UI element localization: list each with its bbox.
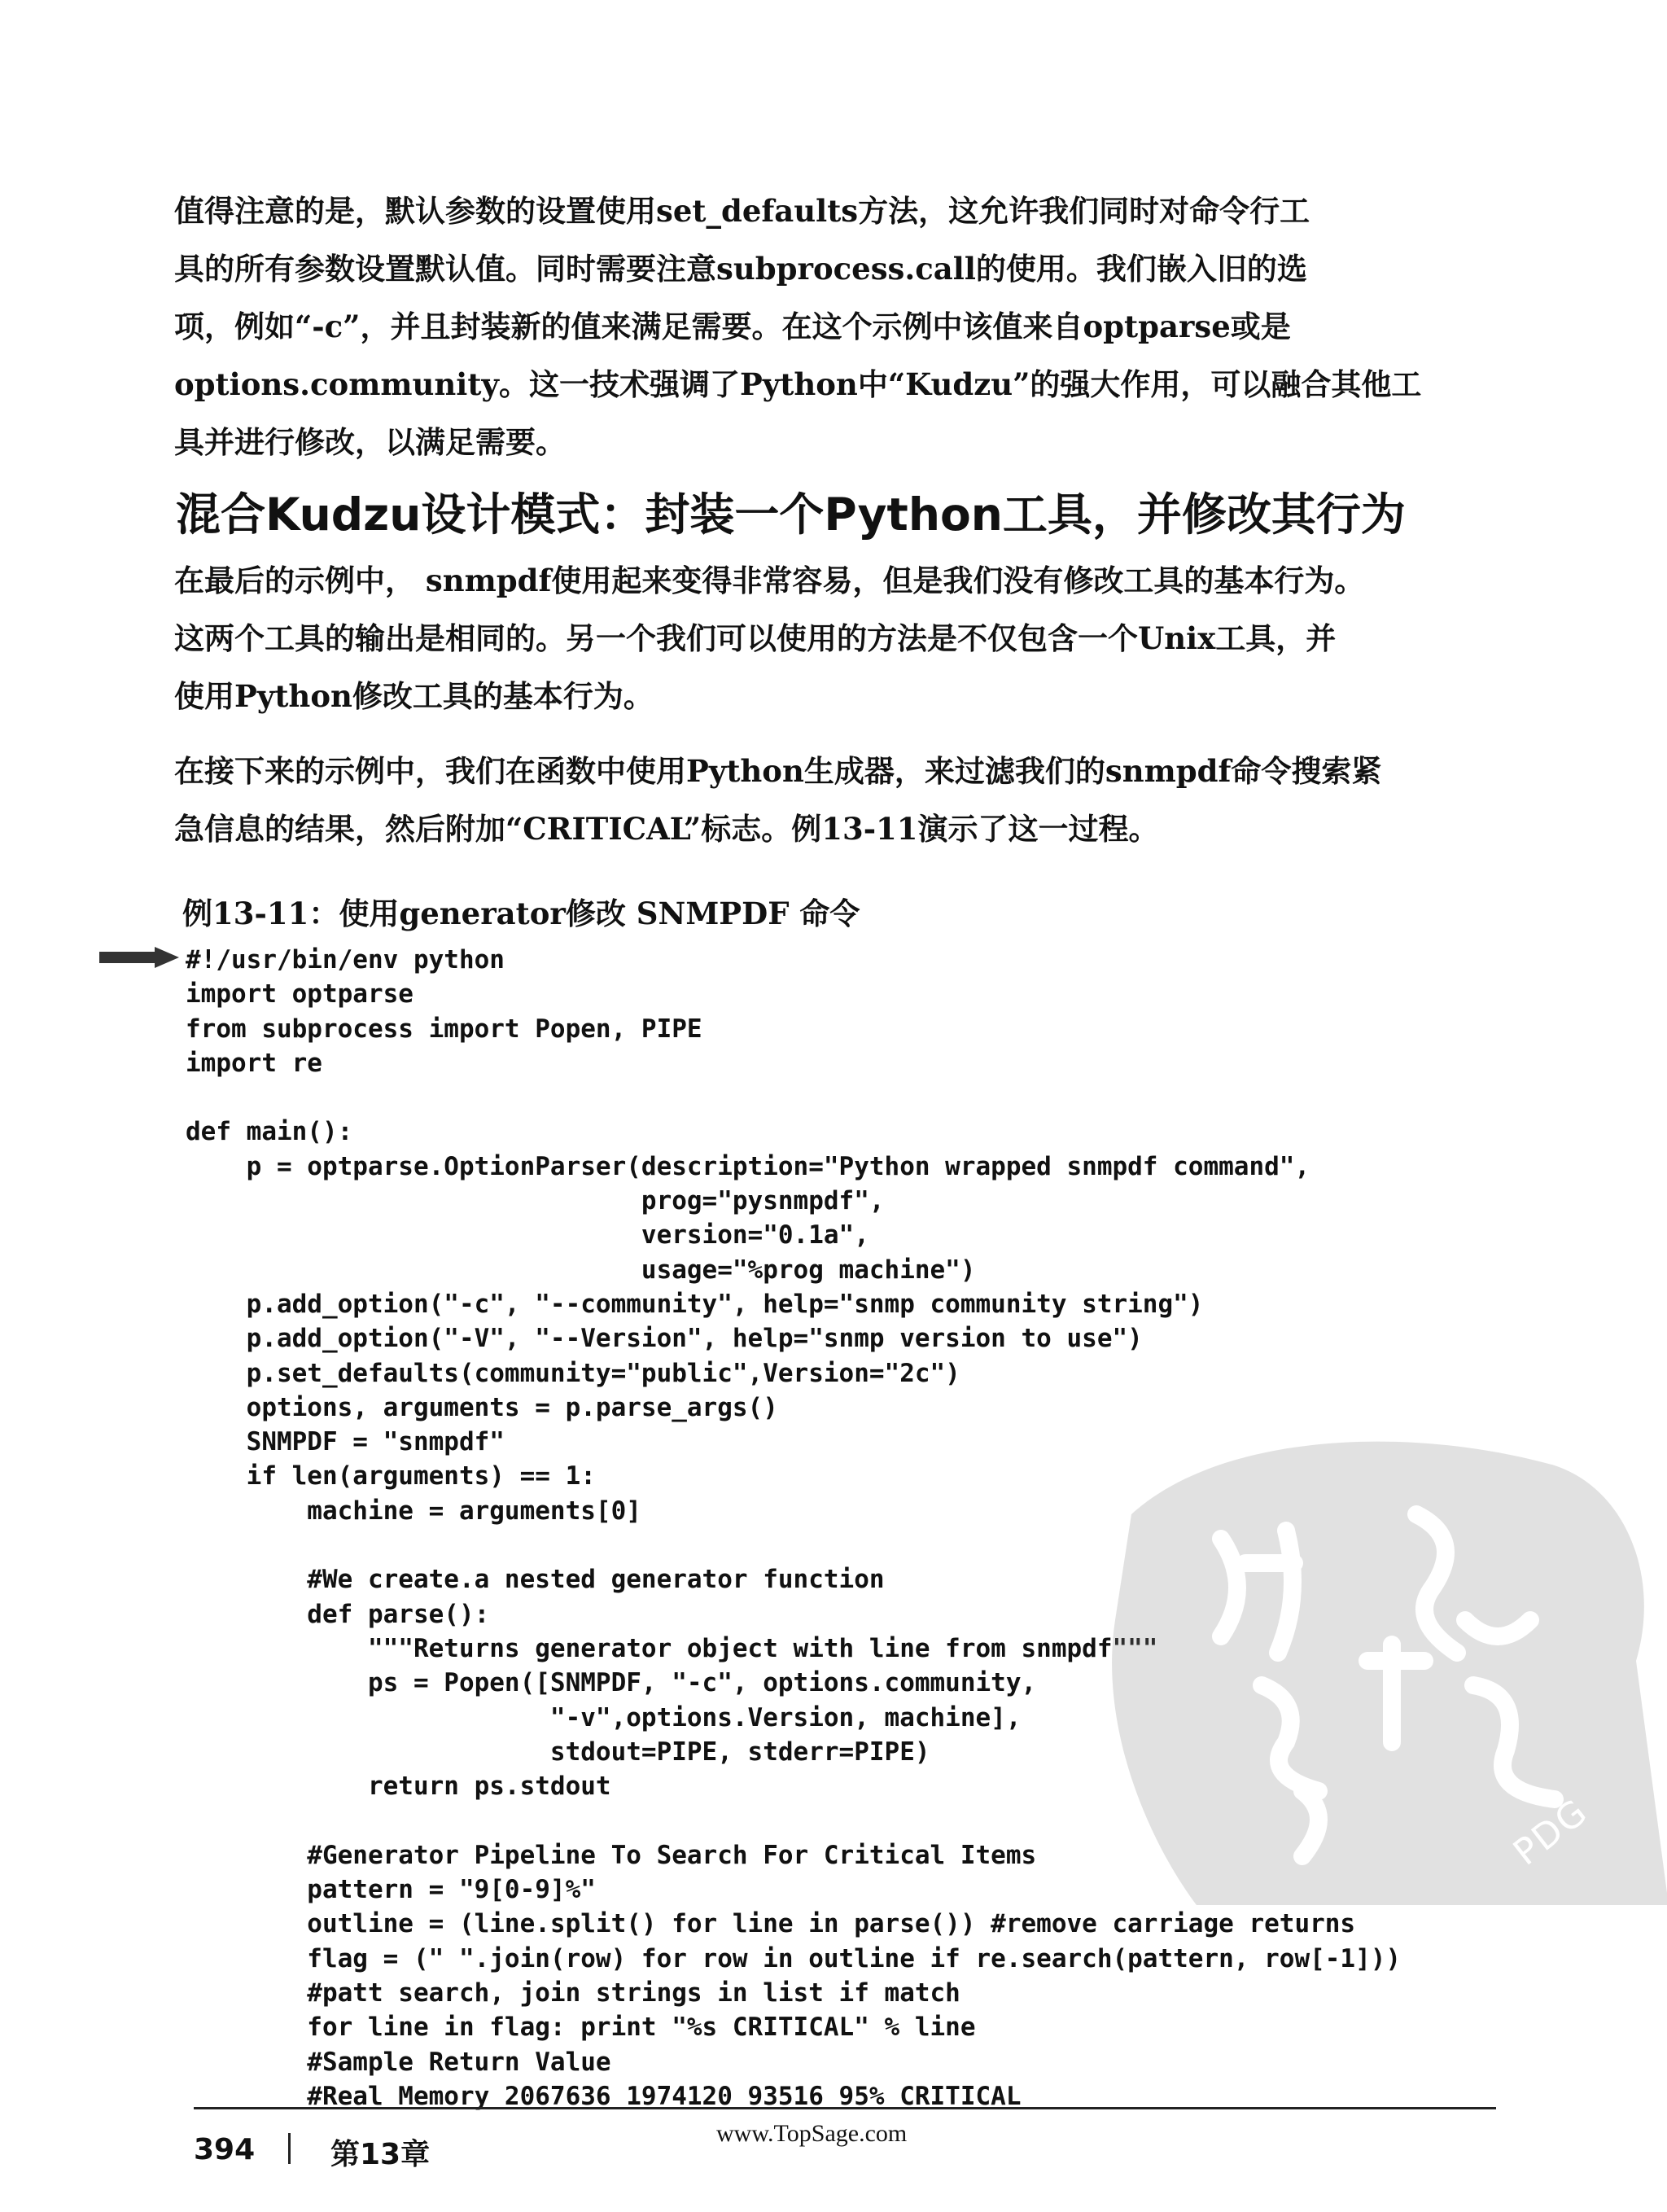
paragraph-two-line-1: 在最后的示例中， snmpdf使用起来变得非常容易，但是我们没有修改工具的基本行为。 [174, 563, 1365, 598]
intro-line-4: options.community。这一技术强调了Python中“Kudzu”的强大作用，可以融合其他工 [174, 366, 1422, 402]
code-line: flag = (" ".join(row) for row in outline if re.search(pattern, row[-1])) [186, 1943, 1402, 1973]
code-line: machine = arguments[0] [186, 1496, 641, 1526]
code-line: return ps.stdout [186, 1772, 611, 1802]
paragraph-three-line-1: 在接下来的示例中，我们在函数中使用Python生成器，来过滤我们的snmpdf命令搜索紧 [174, 753, 1382, 789]
code-line: "-v",options.Version, machine], [186, 1702, 1022, 1732]
code-line: ps = Popen([SNMPDF, "-c", options.community, [186, 1668, 1037, 1698]
code-line: def parse(): [186, 1599, 490, 1629]
code-line: p.add_option("-c", "--community", help="snmp community string") [186, 1289, 1204, 1319]
code-line: pattern = "9[0-9]%" [186, 1875, 596, 1905]
paragraph-two [174, 552, 1477, 725]
code-line: #We create.a nested generator function [186, 1565, 885, 1595]
code-line: if len(arguments) == 1: [186, 1461, 596, 1491]
code-line: stdout=PIPE, stderr=PIPE) [186, 1737, 930, 1767]
code-line: prog="pysnmpdf", [186, 1186, 885, 1216]
code-line: import optparse [186, 979, 413, 1010]
code-line: #Sample Return Value [186, 2047, 611, 2077]
code-line: usage="%prog machine") [186, 1255, 976, 1285]
code-line: #Generator Pipeline To Search For Critical Items [186, 1840, 1037, 1870]
chapter-label: 第13章 [330, 2138, 431, 2171]
code-line: def main(): [186, 1117, 353, 1147]
code-line: p.add_option("-V", "--Version", help="snmp version to use") [186, 1324, 1143, 1354]
intro-paragraph [174, 182, 1477, 471]
code-line: outline = (line.split() for line in parse()) #remove carriage returns [186, 1909, 1356, 1939]
code-line: p.set_defaults(community="public",Version="2c") [186, 1358, 960, 1388]
watermark-label: PDG [1505, 1790, 1596, 1874]
code-line: import re [186, 1048, 322, 1078]
website-footer: www.TopSage.com [716, 2120, 908, 2147]
code-line: #patt search, join strings in list if match [186, 1978, 960, 2008]
example-caption: 例13-11：使用generator修改 SNMPDF 命令 [182, 896, 860, 931]
page-number: 394 [194, 2133, 256, 2166]
code-line: p = optparse.OptionParser(description="Python wrapped snmpdf command", [186, 1151, 1310, 1181]
code-line: version="0.1a", [186, 1220, 869, 1251]
code-line: for line in flag: print "%s CRITICAL" % line [186, 2013, 976, 2043]
paragraph-three [174, 742, 1477, 858]
intro-line-2: 具的所有参数设置默认值。同时需要注意subprocess.call的使用。我们嵌入旧的选 [174, 251, 1307, 287]
paragraph-two-line-2: 这两个工具的输出是相同的。另一个我们可以使用的方法是不仅包含一个Unix工具，并 [174, 620, 1337, 656]
paragraph-two-line-3: 使用Python修改工具的基本行为。 [174, 678, 654, 714]
code-line: #!/usr/bin/env python [186, 945, 505, 975]
intro-line-1: 值得注意的是，默认参数的设置使用set_defaults方法，这允许我们同时对命令行工 [174, 193, 1310, 229]
code-line: options, arguments = p.parse_args() [186, 1392, 778, 1422]
arrow-marker-icon [99, 945, 181, 970]
intro-line-5: 具并进行修改，以满足需要。 [174, 424, 566, 460]
code-line: SNMPDF = "snmpdf" [186, 1427, 505, 1457]
intro-line-3: 项，例如“-c”，并且封装新的值来满足需要。在这个示例中该值来自optparse或是 [174, 309, 1291, 344]
section-heading: 混合Kudzu设计模式：封装一个Python工具，并修改其行为 [176, 488, 1406, 541]
code-line: """Returns generator object with line from snmpdf""" [186, 1633, 1158, 1663]
paragraph-three-line-2: 急信息的结果，然后附加“CRITICAL”标志。例13-11演示了这一过程。 [174, 811, 1159, 847]
footer-rule [194, 2107, 1496, 2109]
footer-divider [288, 2133, 291, 2164]
code-line: from subprocess import Popen, PIPE [186, 1014, 702, 1044]
code-line: #Real Memory 2067636 1974120 93516 95% CRITICAL [186, 2081, 1022, 2111]
